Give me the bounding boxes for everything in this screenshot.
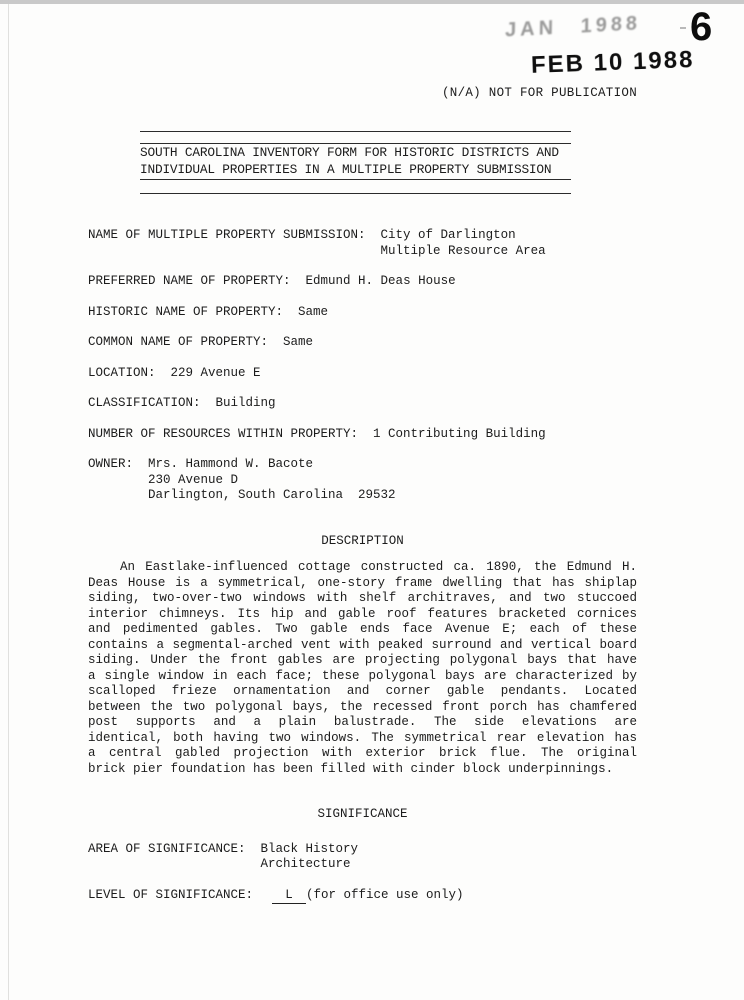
field-value-line: Edmund H. Deas House [305, 274, 456, 288]
not-for-publication-note: (N/A) NOT FOR PUBLICATION [441, 86, 637, 100]
form-title-line-1: SOUTH CAROLINA INVENTORY FORM FOR HISTORIC DISTRICTS AND [140, 145, 559, 160]
field-label: HISTORIC NAME OF PROPERTY: [88, 304, 284, 319]
received-date-stamp: FEB 10 1988 [530, 46, 695, 79]
field-level-of-significance [88, 888, 637, 905]
field-classification [88, 396, 637, 412]
description-line: post supports and a plain balustrade. The side elevations are [88, 715, 637, 729]
description-line: a single window in each face; these polygonal bays are characterized by [88, 668, 637, 683]
field-value-line: Architecture [260, 857, 351, 871]
field-label: CLASSIFICATION: [88, 396, 201, 410]
field-area-of-significance [88, 842, 637, 873]
field-value-line: City of Darlington [380, 228, 516, 242]
field-multiple-property-submission [88, 228, 637, 259]
level-of-significance-blank: L [272, 888, 306, 905]
description-line: between the two polygonal bays, the recessed front porch has chamfered [88, 699, 637, 714]
field-historic-name [88, 305, 637, 321]
field-label: AREA OF SIGNIFICANCE: [88, 841, 246, 856]
form-body [88, 228, 637, 904]
description-line: An Eastlake-influenced cottage constructed ca. 1890, the Edmund H. [120, 560, 637, 574]
description-line: contains a segmental-arched vent with peaked surround and vertical board [88, 637, 637, 652]
owner-city-state-zip: Darlington, South Carolina 29532 [148, 488, 396, 502]
form-title-block [140, 131, 571, 194]
faded-date-stamp: JAN 1988 [504, 12, 642, 42]
field-value [216, 396, 276, 412]
field-preferred-name [88, 274, 637, 290]
field-label: PREFERRED NAME OF PROPERTY: [88, 274, 291, 288]
field-number-of-resources [88, 427, 637, 443]
field-value [373, 427, 546, 443]
description-line: a central gabled projection with exterior brick flue. The original [88, 746, 637, 760]
field-value [298, 305, 328, 321]
title-rule-bottom [140, 193, 571, 194]
field-value-line: Building [215, 396, 276, 410]
field-value [148, 457, 396, 504]
field-owner [88, 457, 637, 504]
office-use-note: (for office use only) [306, 887, 464, 902]
field-value [283, 335, 313, 351]
field-label: LOCATION: [88, 365, 156, 380]
stray-mark [680, 27, 686, 29]
description-line: interior chimneys. Its hip and gable roof features bracketed cornices [88, 606, 637, 621]
field-value-line: Multiple Resource Area [380, 243, 546, 258]
field-location [88, 366, 637, 382]
field-value-line: Same [283, 335, 314, 349]
description-line: Deas House is a symmetrical, one-story frame dwelling that has shiplap [88, 575, 637, 590]
field-value-line: Black History [260, 841, 359, 856]
field-label: COMMON NAME OF PROPERTY: [88, 335, 269, 349]
scan-crease-artifact [8, 4, 9, 1000]
description-line: and pedimented gables. Two gable ends face Avenue E; each of these [88, 622, 637, 636]
title-rule-under [140, 179, 571, 180]
description-heading: DESCRIPTION [321, 533, 404, 548]
page-number: 6 [690, 5, 713, 49]
field-value-line: 229 Avenue E [170, 365, 261, 380]
field-label: NAME OF MULTIPLE PROPERTY SUBMISSION: [88, 228, 366, 242]
title-rule-top [140, 131, 571, 132]
description-line: brick pier foundation has been filled with cinder block underpinnings. [88, 761, 614, 776]
description-line: identical, both having two windows. The symmetrical rear elevation has [88, 730, 637, 745]
form-title-line-2: INDIVIDUAL PROPERTIES IN A MULTIPLE PROPERTY SUBMISSION [140, 161, 552, 177]
scan-edge-artifact [0, 0, 744, 4]
field-value [261, 842, 359, 873]
field-value [306, 274, 456, 290]
description-paragraph [88, 560, 637, 777]
owner-name: Mrs. Hammond W. Bacote [148, 457, 314, 471]
field-value [171, 366, 261, 382]
field-label: OWNER: [88, 457, 134, 471]
description-line: siding, two-over-two windows with shelf architraves, and two stuccoed [88, 591, 637, 605]
description-line: scalloped frieze ornamentation and corner gable pendants. Located [88, 684, 637, 698]
field-label: LEVEL OF SIGNIFICANCE: [88, 887, 254, 902]
field-value-line: 1 Contributing Building [373, 426, 546, 441]
owner-street: 230 Avenue D [148, 472, 239, 487]
field-value [381, 228, 546, 259]
significance-heading: SIGNIFICANCE [317, 807, 408, 821]
description-line: siding. Under the front gables are projecting polygonal bays that have [88, 653, 637, 667]
field-label: NUMBER OF RESOURCES WITHIN PROPERTY: [88, 426, 359, 441]
field-common-name [88, 335, 637, 351]
title-rule-over [140, 143, 571, 144]
field-value-line: Same [298, 304, 329, 319]
